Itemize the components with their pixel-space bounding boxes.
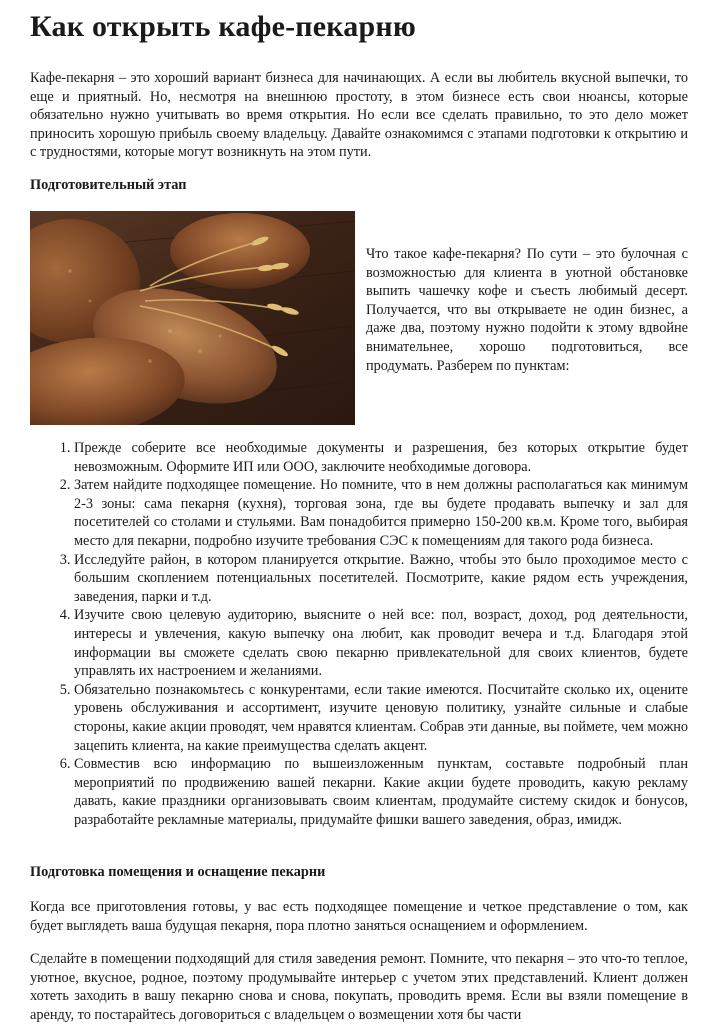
list-item: 3. Исследуйте район, в котором планируется открытие. Важно, чтобы это было проходимое место с большим скоплением потенциальных посетителей. Посмотрите, какие рядом есть учреждения, заведения, парки и т.д. <box>74 551 688 607</box>
intro-paragraph: Кафе-пекарня – это хороший вариант бизнеса для начинающих. А если вы любитель вкусной выпечки, то еще и приятный. Но, несмотря на внешнюю простоту, в этом бизнесе есть свои нюансы, которые обязательно нужно учитывать во время открытия. Но если все сделать правильно, то это дело может приносить хорошую прибыль своему владельцу. Давайте ознакомимся с этапами подготовки к открытию и с трудностями, которые могут возникнуть на этом пути. <box>30 70 688 161</box>
bread-illustration <box>30 211 355 425</box>
page-title: Как открыть кафе-пекарню <box>30 10 416 43</box>
paragraph-renovation: Сделайте в помещении подходящий для стиля заведения ремонт. Помните, что пекарня – это что-то теплое, уютное, вкусное, родное, поэтому продумывайте интерьер с учетом этих представлений. Клиент должен хотеть заходить в вашу пекарню снова и снова, покупать, проводить время. Если вы взяли помещение в аренду, то постарайтесь договориться с владельцем о возмещении хотя бы части <box>30 951 688 1023</box>
paragraph-preparations: Когда все приготовления готовы, у вас есть подходящее помещение и четкое представление о том, как будет выглядеть ваша будущая пекарня, пора плотно заняться оснащением и оформлением. <box>30 899 688 934</box>
list-item: 2. Затем найдите подходящее помещение. Но помните, что в нем должны располагаться как минимум 2-3 зоны: сама пекарня (кухня), торговая зона, где вы будете продавать выпечку и зал для посетителей со столами и стульями. Вам понадобится примерно 150-200 кв.м. Кроме того, выбирая место для пекарни, подробно изучите требования СЭС к помещениям для такого рода бизнеса. <box>74 476 688 550</box>
side-paragraph: Что такое кафе-пекарня? По сути – это булочная с возможностью для клиента в уютной обстановке выпить чашечку кофе и съесть любимый десерт. Получается, что вы открываете не один бизнес, а даже два, поэтому нужно подойти к этому вдвойне внимательнее, хорошо подготовиться, все продумать. Разберем по пунктам: <box>366 246 688 374</box>
list-item: 5. Обязательно познакомьтесь с конкурентами, если такие имеются. Посчитайте сколько их, оцените уровень обслуживания и ассортимент, изучите ценовую политику, узнайте сильные и слабые стороны, какие акции проводят, чем нравятся клиентам. Собрав эти данные, вы поймете, чем можно зацепить клиента, на какие преимущества сделать акцент. <box>74 681 688 755</box>
list-item: 6. Совместив всю информацию по вышеизложенным пунктам, составьте подробный план мероприятий по продвижению вашей пекарни. Какие акции будете проводить, какую рекламу давать, какие праздники организовывать своим клиентам, продумайте систему скидок и бонусов, разработайте рекламные материалы, придумайте фишки вашего заведения, образ, имидж. <box>74 755 688 829</box>
steps-list <box>30 439 688 829</box>
list-item: 4. Изучите свою целевую аудиторию, выясните о ней все: пол, возраст, доход, род деятельности, интересы и увлечения, какую выпечку она любит, как проводит вечера и т.д. Благодаря этой информации вы сможете сделать свою пекарню привлекательной для своих клиентов, будете управлять их настроением и желаниями. <box>74 606 688 680</box>
section-heading-equipment: Подготовка помещения и оснащение пекарни <box>30 864 326 880</box>
section-heading-preparation: Подготовительный этап <box>30 177 187 193</box>
bread-photo <box>30 211 355 425</box>
list-item: 1. Прежде соберите все необходимые документы и разрешения, без которых открытие будет невозможным. Оформите ИП или ООО, заключите необходимые договора. <box>74 439 688 476</box>
